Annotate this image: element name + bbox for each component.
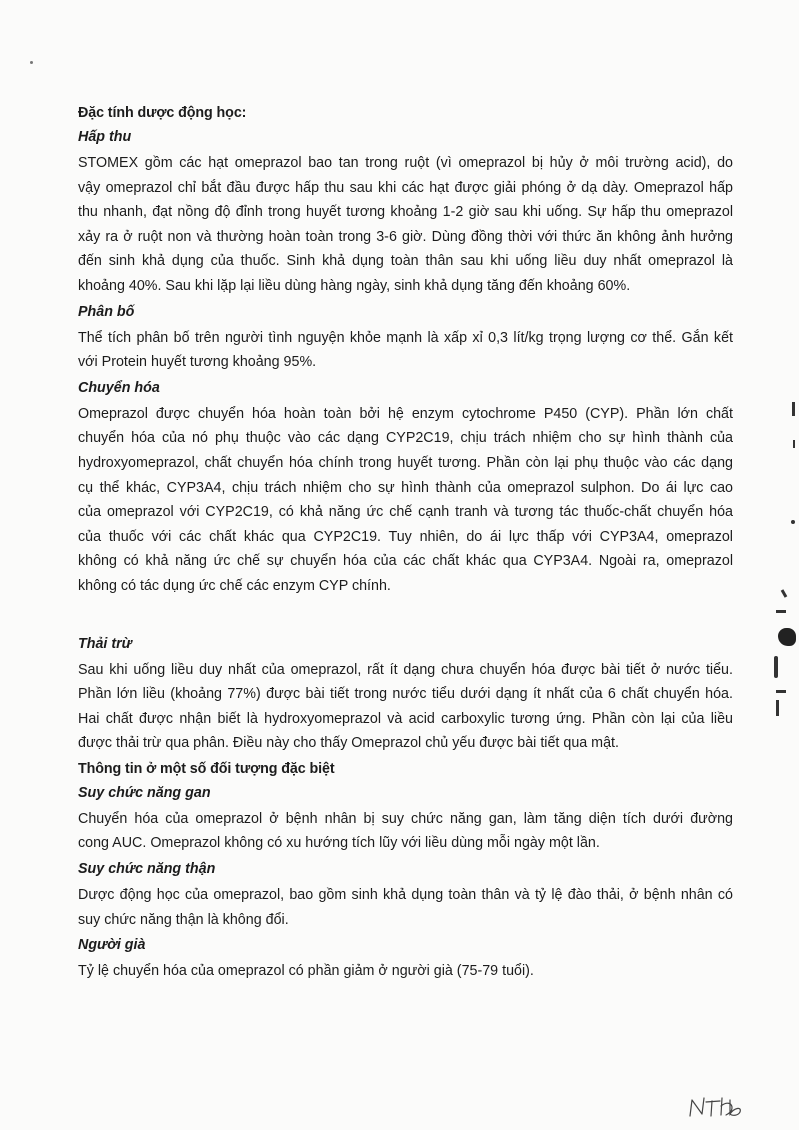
- text-line: Sau khi uống liều duy nhất của omeprazol, rất ít dạng chưa chuyển hóa được bài tiết ở nước tiểu.: [78, 661, 733, 678]
- text-line: Chuyển hóa của omeprazol ở bệnh nhân bị suy chức năng gan, làm tăng diện tích dưới đường: [78, 810, 733, 827]
- heading-absorption: Hấp thu: [78, 129, 132, 145]
- text-line: hydroxyomeprazol, chất chuyển hóa chính trong huyết tương. Phần còn lại phụ thuộc vào các dạng: [78, 454, 733, 471]
- text-line: khoảng 40%. Sau khi lặp lại liều dùng hàng ngày, sinh khả dụng tăng đến khoảng 60%.: [78, 277, 631, 294]
- heading-elderly: Người già: [78, 937, 146, 954]
- paragraph-elimination: [78, 658, 733, 756]
- heading-distribution: Phân bố: [78, 303, 135, 320]
- text-line: không có tác dụng ức chế các enzym CYP chính.: [78, 577, 391, 594]
- paragraph-distribution: [78, 326, 733, 375]
- paragraph-metabolism: [78, 402, 733, 599]
- text-line: STOMEX gồm các hạt omeprazol bao tan trong ruột (vì omeprazol bị hủy ở môi trường acid), do: [78, 155, 733, 171]
- text-line: Omeprazol được chuyển hóa hoàn toàn bởi hệ enzym cytochrome P450 (CYP). Phần lớn chất: [78, 405, 733, 422]
- text-line: Phần lớn liều (khoảng 77%) được bài tiết trong nước tiểu dưới dạng ít nhất của 6 chất chuyển hóa.: [78, 686, 733, 703]
- text-line: vậy omeprazol chỉ bắt đầu được hấp thu sau khi các hạt được giải phóng ở dạ dày. Omeprazol hấp: [78, 179, 733, 196]
- text-line: đến sinh khả dụng của thuốc. Sinh khả dụng toàn thân sau khi uống liều duy nhất omeprazol là: [78, 253, 733, 270]
- text-line: được thải trừ qua phân. Điều này cho thấy Omeprazol chủ yếu được bài tiết qua mật.: [78, 735, 619, 752]
- heading-metabolism: Chuyển hóa: [78, 379, 160, 396]
- scan-speck: [30, 61, 33, 64]
- section-title: Đặc tính dược động học:: [78, 105, 247, 121]
- heading-hepatic-impairment: Suy chức năng gan: [78, 784, 211, 801]
- text-line: cong AUC. Omeprazol không có xu hướng tích lũy với liều dùng mỗi ngày một lần.: [78, 835, 600, 852]
- paragraph-renal-impairment: [78, 883, 733, 932]
- text-line: thu nhanh, đạt nồng độ đỉnh trong huyết tương khoảng 1-2 giờ sau khi uống. Sự hấp thu omeprazol: [78, 204, 733, 221]
- paragraph-gap: [78, 603, 733, 635]
- paragraph-hepatic-impairment: [78, 807, 733, 856]
- paragraph-absorption: [78, 151, 733, 299]
- text-line: xảy ra ở ruột non và thường hoàn toàn trong 3-6 giờ. Dùng đồng thời với thức ăn không ảnh hưởng: [78, 228, 733, 245]
- text-line: với Protein huyết tương khoảng 95%.: [78, 354, 317, 371]
- heading-special-populations: Thông tin ở một số đối tượng đặc biệt: [78, 760, 335, 777]
- text-line: không có khả năng ức chế sự chuyển hóa của các chất khác qua CYP3A4. Ngoài ra, omeprazol: [78, 553, 733, 570]
- heading-elimination: Thải trừ: [78, 635, 132, 652]
- text-line: của omeprazol với CYP2C19, có khả năng ức chế cạnh tranh và tương tác thuốc-chất chuyển hóa: [78, 504, 733, 521]
- pharmacokinetics-section: [78, 104, 733, 988]
- text-line: của thuốc với các chất khác qua CYP2C19. Tuy nhiên, do ái lực thấp với CYP3A4, omeprazol: [78, 528, 733, 545]
- text-line: Thể tích phân bố trên người tình nguyện khỏe mạnh là xấp xỉ 0,3 lít/kg trọng lượng cơ thể. Gắn kết: [78, 329, 733, 346]
- text-line: suy chức năng thận là không đổi.: [78, 911, 289, 928]
- heading-renal-impairment: Suy chức năng thận: [78, 861, 216, 878]
- text-line: Tỷ lệ chuyển hóa của omeprazol có phần giảm ở người già (75-79 tuổi).: [78, 963, 534, 980]
- text-line: Hai chất được nhận biết là hydroxyomeprazol và acid carboxylic tương ứng. Phần còn lại của liều: [78, 710, 733, 727]
- text-line: Dược động học của omeprazol, bao gồm sinh khả dụng toàn thân và tỷ lệ đào thải, ở bệnh nhân có: [78, 887, 733, 904]
- handwritten-initials: [686, 1090, 756, 1120]
- paragraph-elderly: [78, 959, 733, 984]
- text-line: cụ thể khác, CYP3A4, chịu trách nhiệm cho sự hình thành của omeprazol sulphon. Do ái lực cao: [78, 479, 733, 496]
- text-line: chuyển hóa của nó phụ thuộc vào các dạng CYP2C19, chịu trách nhiệm cho sự hình thành của: [78, 430, 733, 447]
